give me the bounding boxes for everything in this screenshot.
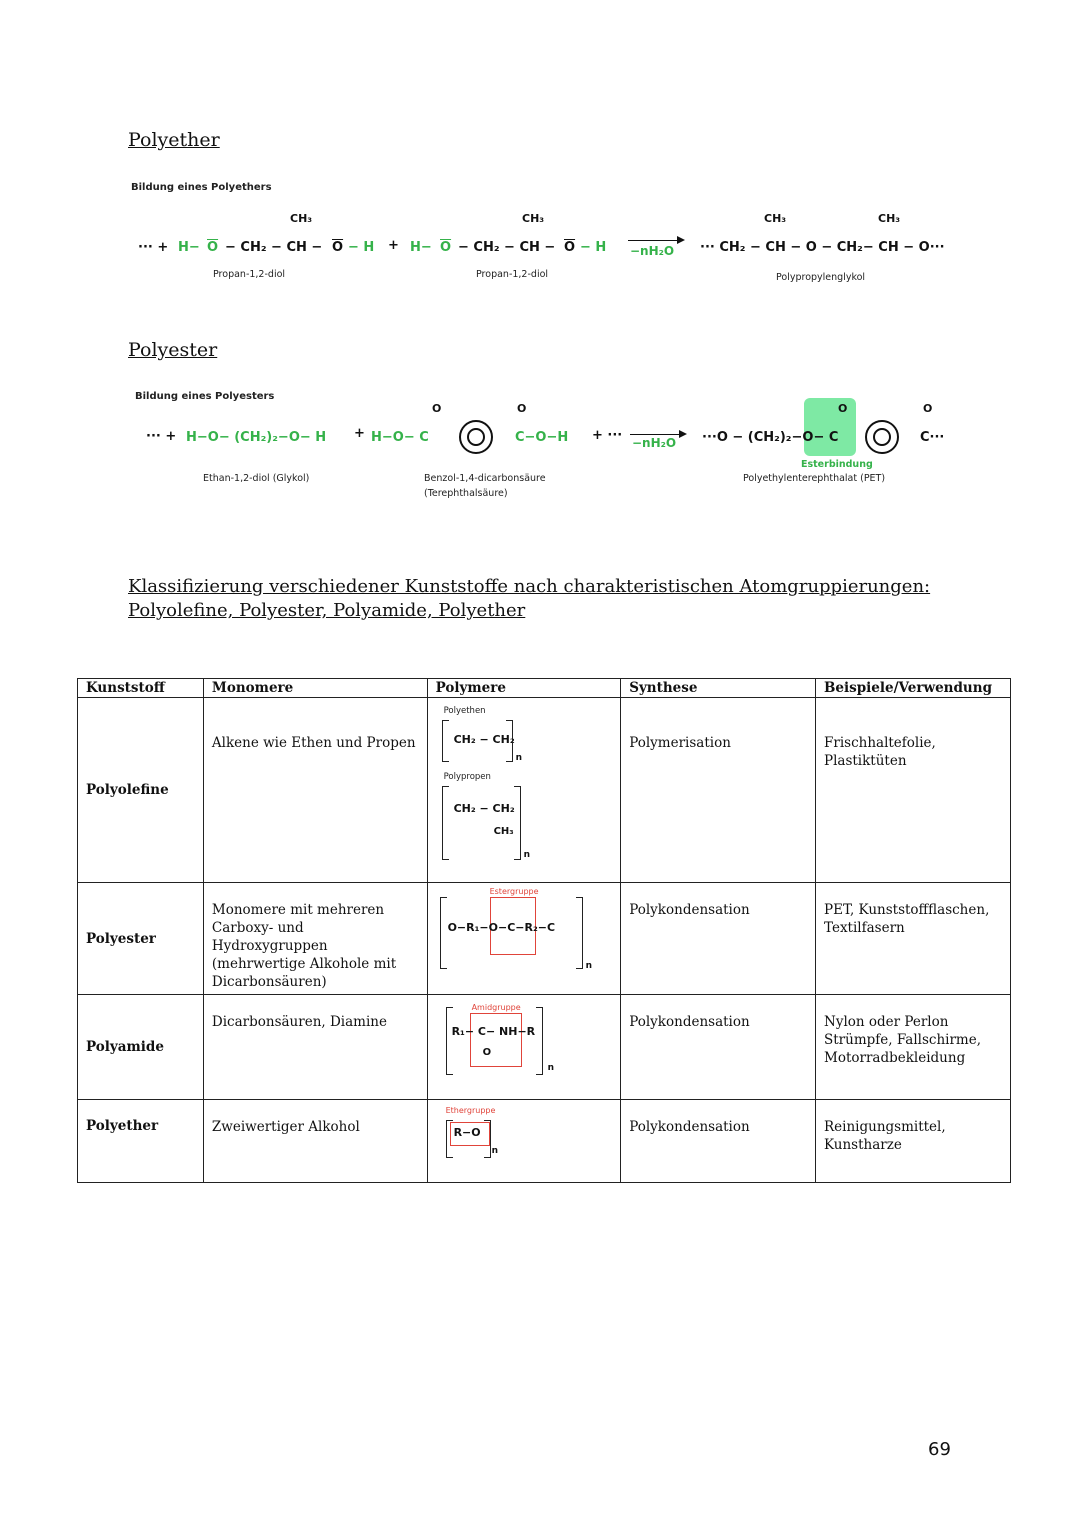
ester-bond-label: Esterbindung	[801, 459, 873, 470]
cell-monomere	[203, 698, 427, 883]
beispiele-text: Frischhaltefolie, Plastiktüten	[824, 735, 936, 769]
polymer-formula: R−O	[453, 1126, 481, 1139]
polymer-formula: O−R₁−O−C−R₂−C	[447, 921, 556, 934]
repeat-index: n	[547, 1063, 554, 1073]
trailing-plus: + ···	[592, 428, 623, 443]
cell-kunststoff: Polyamide	[78, 995, 204, 1100]
plus-sign: +	[354, 426, 365, 441]
cell-beispiele	[816, 995, 1011, 1100]
repeat-index: n	[515, 753, 522, 763]
arrowhead-icon	[677, 236, 685, 244]
polymer-structures	[428, 995, 621, 1099]
repeat-index: n	[523, 850, 530, 860]
cell-polymere	[427, 883, 621, 995]
ch3-label: CH₃	[764, 212, 787, 225]
plus-sign: +	[388, 238, 399, 253]
polymer-formula: CH₂ − CH₂	[453, 802, 515, 815]
reaction-lead: ··· +	[146, 429, 177, 444]
acid-name-line2: (Terephthalsäure)	[424, 488, 508, 499]
synthese-text: Polykondensation	[629, 1119, 750, 1135]
polymer-label: Polypropen	[443, 772, 491, 782]
polymer-label: Polyethen	[443, 706, 486, 716]
polymer-structures	[428, 1100, 621, 1182]
monomere-text: Monomere mit mehreren Carboxy- und Hydroxygruppen (mehrwertige Alkohole mit Dicarbonsäuren)	[211, 902, 397, 990]
polymer-structures	[428, 883, 621, 994]
cell-beispiele	[816, 1100, 1011, 1183]
cell-kunststoff: Polyolefine	[78, 698, 204, 883]
cell-synthese	[621, 995, 816, 1100]
backbone: − CH₂ − CH −	[458, 240, 556, 255]
polymer-structures	[428, 698, 621, 882]
product-left: ···O − (CH₂)₂−O− C	[702, 430, 839, 445]
diol-formula: H−O− (CH₂)₂−O− H	[186, 430, 327, 445]
cell-synthese	[621, 1100, 816, 1183]
polyether-heading: Polyether	[128, 129, 220, 151]
ch3-label: CH₃	[522, 212, 545, 225]
table-row	[78, 883, 1011, 995]
polyether-caption: Bildung eines Polyethers	[131, 182, 272, 193]
bracket-right	[536, 1007, 543, 1075]
amide-group-box	[470, 1013, 522, 1067]
acid-name-line1: Benzol-1,4-dicarbonsäure	[424, 473, 546, 484]
bracket-right	[484, 1120, 491, 1158]
carbonyl-oxygen: O	[432, 402, 442, 415]
arrowhead-icon	[679, 430, 687, 438]
plastics-classification-table	[77, 678, 1011, 1183]
bracket-left	[440, 897, 447, 969]
backbone: − CH₂ − CH −	[225, 240, 323, 255]
carbonyl-oxygen: O	[838, 402, 848, 415]
polyester-heading: Polyester	[128, 339, 218, 361]
beispiele-text: Reinigungsmittel, Kunstharze	[824, 1119, 946, 1153]
hydroxy-h-end: − H	[348, 240, 375, 255]
group-label: Amidgruppe	[471, 1003, 521, 1012]
acid-left: H−O− C	[371, 430, 429, 445]
bracket-left	[446, 1007, 453, 1075]
oxygen: $\overline{O}$	[207, 240, 219, 255]
monomere-text: Dicarbonsäuren, Diamine	[211, 1014, 387, 1030]
benzene-ring-icon	[865, 420, 899, 454]
monomere-text: Alkene wie Ethen und Propen	[211, 735, 416, 751]
header-monomere: Monomere	[203, 679, 427, 698]
cell-polymere	[427, 995, 621, 1100]
oxygen: $\overline{O}$	[564, 240, 576, 255]
synthese-text: Polymerisation	[629, 735, 731, 751]
hydroxy-h: H−	[178, 240, 200, 255]
header-beispiele: Beispiele/Verwendung	[816, 679, 1011, 698]
benzene-ring-icon	[459, 420, 493, 454]
group-label: Estergruppe	[489, 887, 539, 896]
product-right: C···	[920, 430, 945, 445]
bracket-left	[442, 786, 449, 860]
product-formula: ··· CH₂ − CH − O − CH₂− CH − O···	[700, 240, 945, 255]
bracket-right	[506, 720, 513, 762]
page-number: 69	[928, 1439, 951, 1460]
reaction-arrow	[630, 434, 680, 435]
arrow-label: −nH₂O	[630, 244, 675, 258]
diol-name: Ethan-1,2-diol (Glykol)	[203, 473, 310, 484]
cell-synthese	[621, 883, 816, 995]
cell-monomere	[203, 995, 427, 1100]
bracket-right	[514, 786, 521, 860]
repeat-index: n	[585, 961, 592, 971]
beispiele-text: Nylon oder Perlon Strümpfe, Fallschirme, Motorradbekleidung	[824, 1014, 982, 1066]
acid-right: C−O−H	[515, 430, 569, 445]
arrow-label: −nH₂O	[632, 436, 677, 450]
table-header-row	[78, 679, 1011, 698]
oxygen: $\overline{O}$	[440, 240, 452, 255]
oxygen: $\overline{O}$	[332, 240, 344, 255]
table-row	[78, 698, 1011, 883]
ch3-label: CH₃	[878, 212, 901, 225]
product-name: Polypropylenglykol	[776, 272, 866, 283]
carbonyl-oxygen: O	[923, 402, 933, 415]
reactant-name: Propan-1,2-diol	[213, 269, 286, 280]
methyl-group: CH₃	[493, 826, 514, 837]
carbonyl-oxygen: O	[482, 1047, 492, 1058]
reaction-arrow	[628, 240, 678, 241]
hydroxy-h-end: − H	[580, 240, 607, 255]
repeat-index: n	[491, 1146, 498, 1156]
monomere-text: Zweiwertiger Alkohol	[211, 1119, 360, 1135]
header-polymere: Polymere	[427, 679, 621, 698]
cell-polymere	[427, 1100, 621, 1183]
reactant-name: Propan-1,2-diol	[476, 269, 549, 280]
header-synthese: Synthese	[621, 679, 816, 698]
ester-bond-highlight	[804, 398, 856, 456]
beispiele-text: PET, Kunststoffflaschen, Textilfasern	[824, 902, 990, 936]
cell-monomere	[203, 883, 427, 995]
cell-polymere	[427, 698, 621, 883]
cell-beispiele	[816, 883, 1011, 995]
ch3-label: CH₃	[290, 212, 313, 225]
reaction-lead: ··· +	[138, 240, 169, 255]
bracket-left	[442, 720, 449, 762]
table-row	[78, 1100, 1011, 1183]
cell-synthese	[621, 698, 816, 883]
polyester-caption: Bildung eines Polyesters	[135, 391, 275, 402]
polymer-formula: CH₂ − CH₂	[453, 733, 515, 746]
product-name: Polyethylenterephthalat (PET)	[743, 473, 886, 484]
polymer-formula: R₁− C− NH−R	[451, 1025, 536, 1038]
header-kunststoff: Kunststoff	[78, 679, 204, 698]
cell-kunststoff: Polyether	[78, 1100, 204, 1183]
hydroxy-h: H−	[410, 240, 432, 255]
carbonyl-oxygen: O	[517, 402, 527, 415]
cell-kunststoff: Polyester	[78, 883, 204, 995]
cell-beispiele	[816, 698, 1011, 883]
group-label: Ethergruppe	[445, 1106, 496, 1115]
cell-monomere	[203, 1100, 427, 1183]
synthese-text: Polykondensation	[629, 902, 750, 918]
synthese-text: Polykondensation	[629, 1014, 750, 1030]
table-row	[78, 995, 1011, 1100]
bracket-right	[576, 897, 583, 969]
classification-heading-line1: Klassifizierung verschiedener Kunststoffe nach charakteristischen Atomgruppierungen:	[128, 576, 931, 597]
classification-heading-line2: Polyolefine, Polyester, Polyamide, Polyether	[128, 600, 526, 621]
